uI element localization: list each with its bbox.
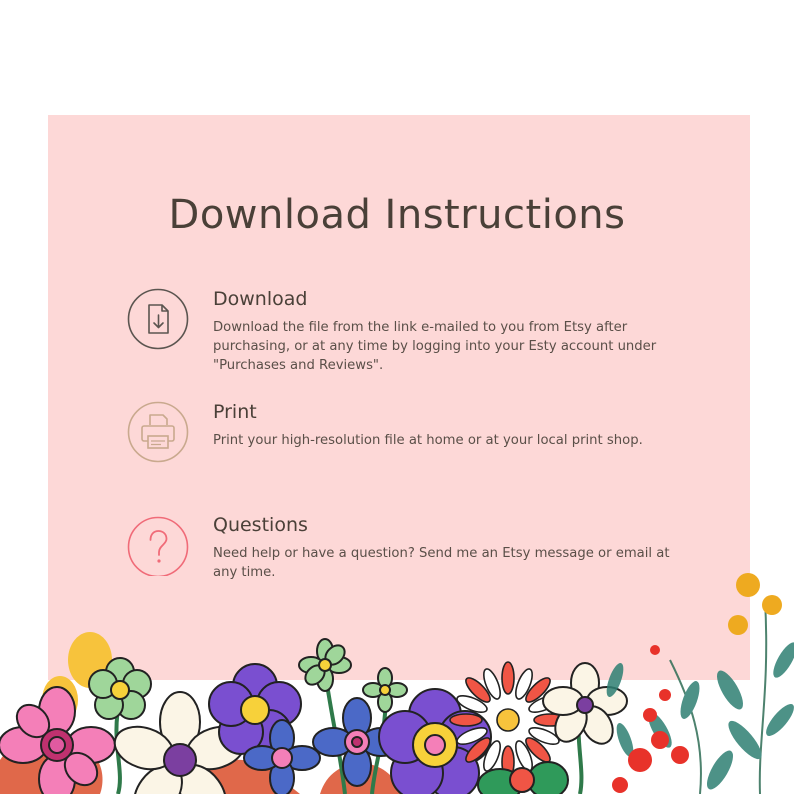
printer-icon (127, 401, 189, 463)
step-questions-heading: Questions (213, 514, 308, 536)
step-download-heading: Download (213, 288, 308, 310)
page-title: Download Instructions (168, 192, 626, 238)
step-download-body: Download the file from the link e-mailed to you from Etsy after purchasing, or at any time by logging into your Esty account under "Purchases and Reviews". (213, 320, 657, 373)
step-questions-body: Need help or have a question? Send me an Etsy message or email at any time. (213, 546, 670, 580)
flower-illustration (0, 560, 794, 794)
download-file-icon (127, 288, 189, 350)
step-print-body: Print your high-resolution file at home or at your local print shop. (213, 433, 643, 448)
step-print-heading: Print (213, 401, 257, 423)
